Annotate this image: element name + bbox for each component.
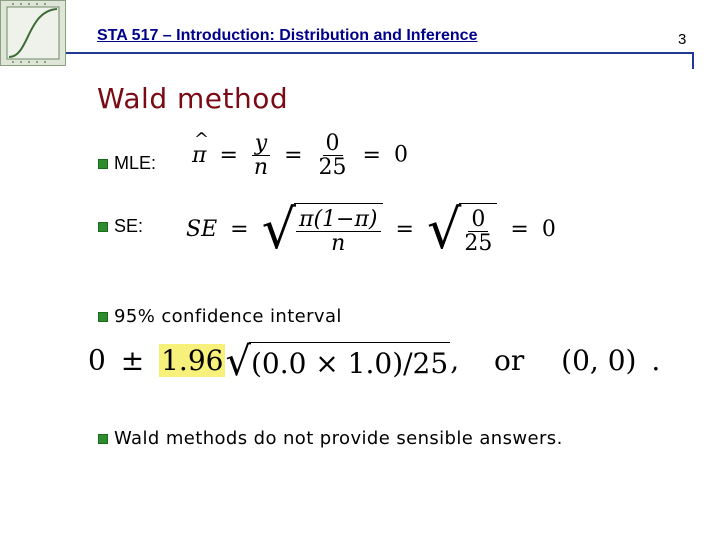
- ci-center: 0: [88, 343, 106, 377]
- se-formula: [186, 198, 556, 261]
- mle-label: MLE:: [114, 153, 157, 173]
- bullet-ci: [98, 306, 342, 327]
- denominator-25: 25: [464, 231, 493, 256]
- sqrt-variance: [261, 198, 383, 261]
- mle-formula: [192, 132, 408, 179]
- course-logo-icon: [0, 0, 66, 66]
- bullet-se: [98, 216, 143, 237]
- course-title: STA 517 – Introduction: Distribution and Inference: [97, 27, 478, 44]
- variance-numerator: π(1−π): [296, 208, 381, 232]
- radical-sign: √: [225, 339, 251, 385]
- se-label: SE:: [114, 216, 144, 236]
- header-rule: [66, 52, 694, 54]
- sqrt-ci: [225, 339, 450, 385]
- equals-sign: =: [284, 142, 303, 168]
- ci-label: 95% confidence interval: [114, 306, 342, 327]
- bullet-conclusion: [98, 428, 563, 449]
- variance-denominator: n: [331, 231, 346, 256]
- square-bullet-icon: [98, 312, 108, 322]
- denominator-25: 25: [318, 155, 347, 181]
- ci-or: or: [494, 343, 525, 377]
- equals-sign: =: [362, 142, 381, 168]
- ci-comma: ,: [450, 343, 460, 377]
- mle-result: 0: [393, 142, 408, 168]
- radical-sign: √: [426, 198, 462, 261]
- denominator-n: n: [253, 155, 269, 181]
- page-number: 3: [678, 31, 687, 48]
- se-result: 0: [541, 217, 556, 242]
- fraction-0-over-25: [316, 132, 350, 179]
- se-symbol: SE: [186, 217, 218, 242]
- fraction-y-over-n: [251, 132, 271, 179]
- square-bullet-icon: [98, 159, 108, 169]
- ci-formula: [88, 339, 661, 385]
- equals-sign: =: [219, 142, 238, 168]
- radical-sign: √: [261, 198, 296, 261]
- bullet-mle: [98, 153, 156, 174]
- z-value-highlighted: 1.96: [161, 343, 224, 377]
- square-bullet-icon: [98, 222, 108, 232]
- header-rule-corner: [692, 52, 694, 69]
- equals-sign: =: [510, 217, 529, 242]
- numerator-y: y: [252, 132, 270, 156]
- pi-hat: ^ π: [192, 143, 206, 168]
- plus-minus: ±: [120, 343, 145, 377]
- fraction-0-over-25: [461, 208, 495, 255]
- conclusion-text: Wald methods do not provide sensible answers.: [114, 428, 563, 449]
- fraction-variance: [296, 208, 381, 255]
- sqrt-zero-over-25: [426, 198, 497, 261]
- ci-radicand: (0.0 × 1.0)/25: [249, 342, 450, 382]
- numerator-0: 0: [468, 208, 488, 232]
- equals-sign: =: [395, 217, 414, 242]
- ci-interval: (0, 0): [561, 343, 637, 377]
- square-bullet-icon: [98, 434, 108, 444]
- equals-sign: =: [230, 217, 249, 242]
- numerator-0: 0: [323, 132, 343, 156]
- slide-title: Wald method: [97, 82, 289, 115]
- ci-period: .: [651, 343, 661, 377]
